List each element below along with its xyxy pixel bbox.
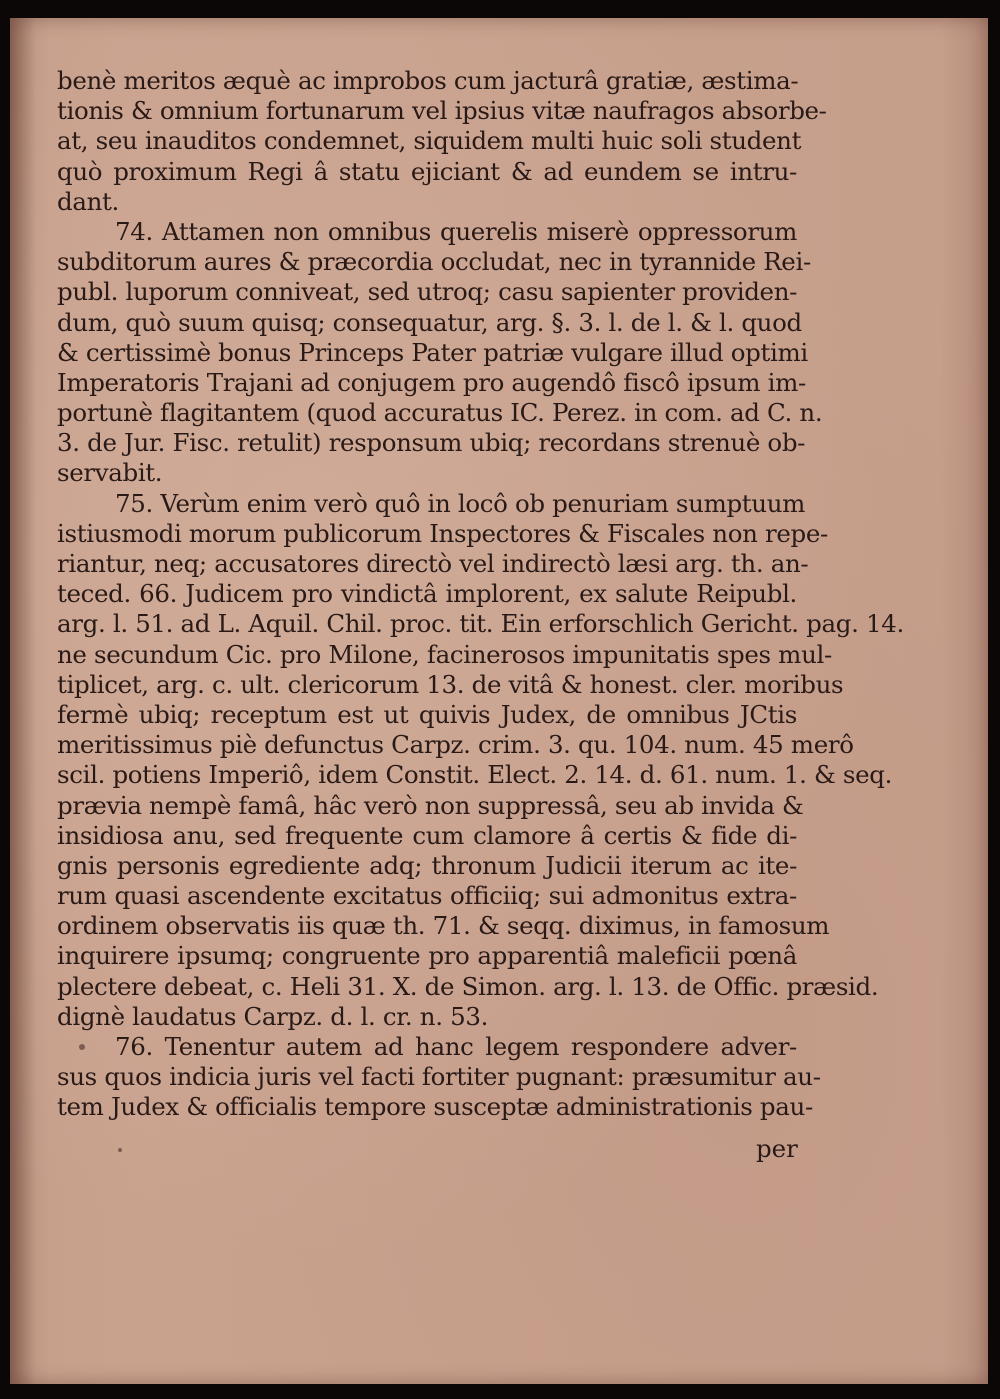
text-line: subditorum aures & præcordia occludat, nec in tyrannide Rei- <box>57 247 811 277</box>
text-line: arg. l. 51. ad L. Aquil. Chil. proc. tit. Ein erforschlich Gericht. pag. 14. <box>57 609 904 639</box>
text-line: at, seu inauditos condemnet, siquidem multi huic soli student <box>57 126 802 156</box>
paragraph-74-start: 74. Attamen non omnibus querelis miserè oppressorum <box>115 216 797 246</box>
text-line: servabit. <box>57 458 163 488</box>
text-line: inquirere ipsumq; congruente pro apparentiâ maleficii pœnâ <box>57 941 797 971</box>
text-line: dant. <box>57 186 119 216</box>
text-line: publ. luporum conniveat, sed utroq; casu sapienter providen- <box>57 277 798 307</box>
paragraph-76-start: 76. Tenentur autem ad hanc legem respondere adver- <box>115 1032 797 1061</box>
ink-spot <box>118 1148 122 1152</box>
text-line: insidiosa anu, sed frequente cum clamore â certis & fide di- <box>57 820 797 850</box>
text-line: Imperatoris Trajani ad conjugem pro augendô fiscô ipsum im- <box>57 367 806 397</box>
text-line: sus quos indicia juris vel facti fortiter pugnant: præsumitur au- <box>57 1062 821 1092</box>
text-line: ordinem observatis iis quæ th. 71. & seqq. diximus, in famosum <box>57 911 830 941</box>
text-line: scil. potiens Imperiô, idem Constit. Elect. 2. 14. d. 61. num. 1. & seq. <box>57 760 893 790</box>
text-line: rum quasi ascendente excitatus officiiq; sui admonitus extra- <box>57 881 797 911</box>
page-gutter-shadow <box>10 18 36 1384</box>
text-line: quò proximum Regi â statu ejiciant & ad eundem se intru- <box>57 156 797 186</box>
paragraph-75-start: 75. Verùm enim verò quô in locô ob penuriam sumptuum <box>115 488 806 518</box>
text-line: & certissimè bonus Princeps Pater patriæ vulgare illud optimi <box>57 337 808 367</box>
body-text <box>57 66 904 1123</box>
text-line: dignè laudatus Carpz. d. l. cr. n. 53. <box>57 1001 489 1031</box>
text-line: teced. 66. Judicem pro vindictâ implorent, ex salute Reipubl. <box>57 579 797 609</box>
text-line: riantur, neq; accusatores directò vel indirectò læsi arg. th. an- <box>57 549 809 578</box>
text-line: tionis & omnium fortunarum vel ipsius vitæ naufragos absorbe- <box>57 96 827 126</box>
text-line: istiusmodi morum publicorum Inspectores & Fiscales non repe- <box>57 518 828 548</box>
text-line: benè meritos æquè ac improbos cum jacturâ gratiæ, æstima- <box>57 66 799 95</box>
text-line: fermè ubiq; receptum est ut quivis Judex, de omnibus JCtis <box>57 699 797 729</box>
text-line: meritissimus piè defunctus Carpz. crim. 3. qu. 104. num. 45 merô <box>57 730 854 760</box>
text-line: plectere debeat, c. Heli 31. X. de Simon. arg. l. 13. de Offic. præsid. <box>57 971 879 1001</box>
text-line: dum, quò suum quisq; consequatur, arg. §. 3. l. de l. & l. quod <box>57 307 802 337</box>
text-line: gnis personis egrediente adq; thronum Judicii iterum ac ite- <box>57 850 797 880</box>
text-line: tiplicet, arg. c. ult. clericorum 13. de vitâ & honest. cler. moribus <box>57 669 844 699</box>
text-line: tem Judex & officialis tempore susceptæ administrationis pau- <box>57 1092 813 1122</box>
ink-spot <box>79 1044 85 1050</box>
text-line: 3. de Jur. Fisc. retulit) responsum ubiq; recordans strenuè ob- <box>57 428 806 458</box>
text-line: prævia nempè famâ, hâc verò non suppressâ, seu ab invida & <box>57 790 804 820</box>
catchword: per <box>756 1134 798 1163</box>
text-line: ne secundum Cic. pro Milone, facinerosos impunitatis spes mul- <box>57 639 832 669</box>
text-line: portunè flagitantem (quod accuratus IC. Perez. in com. ad C. n. <box>57 398 823 428</box>
